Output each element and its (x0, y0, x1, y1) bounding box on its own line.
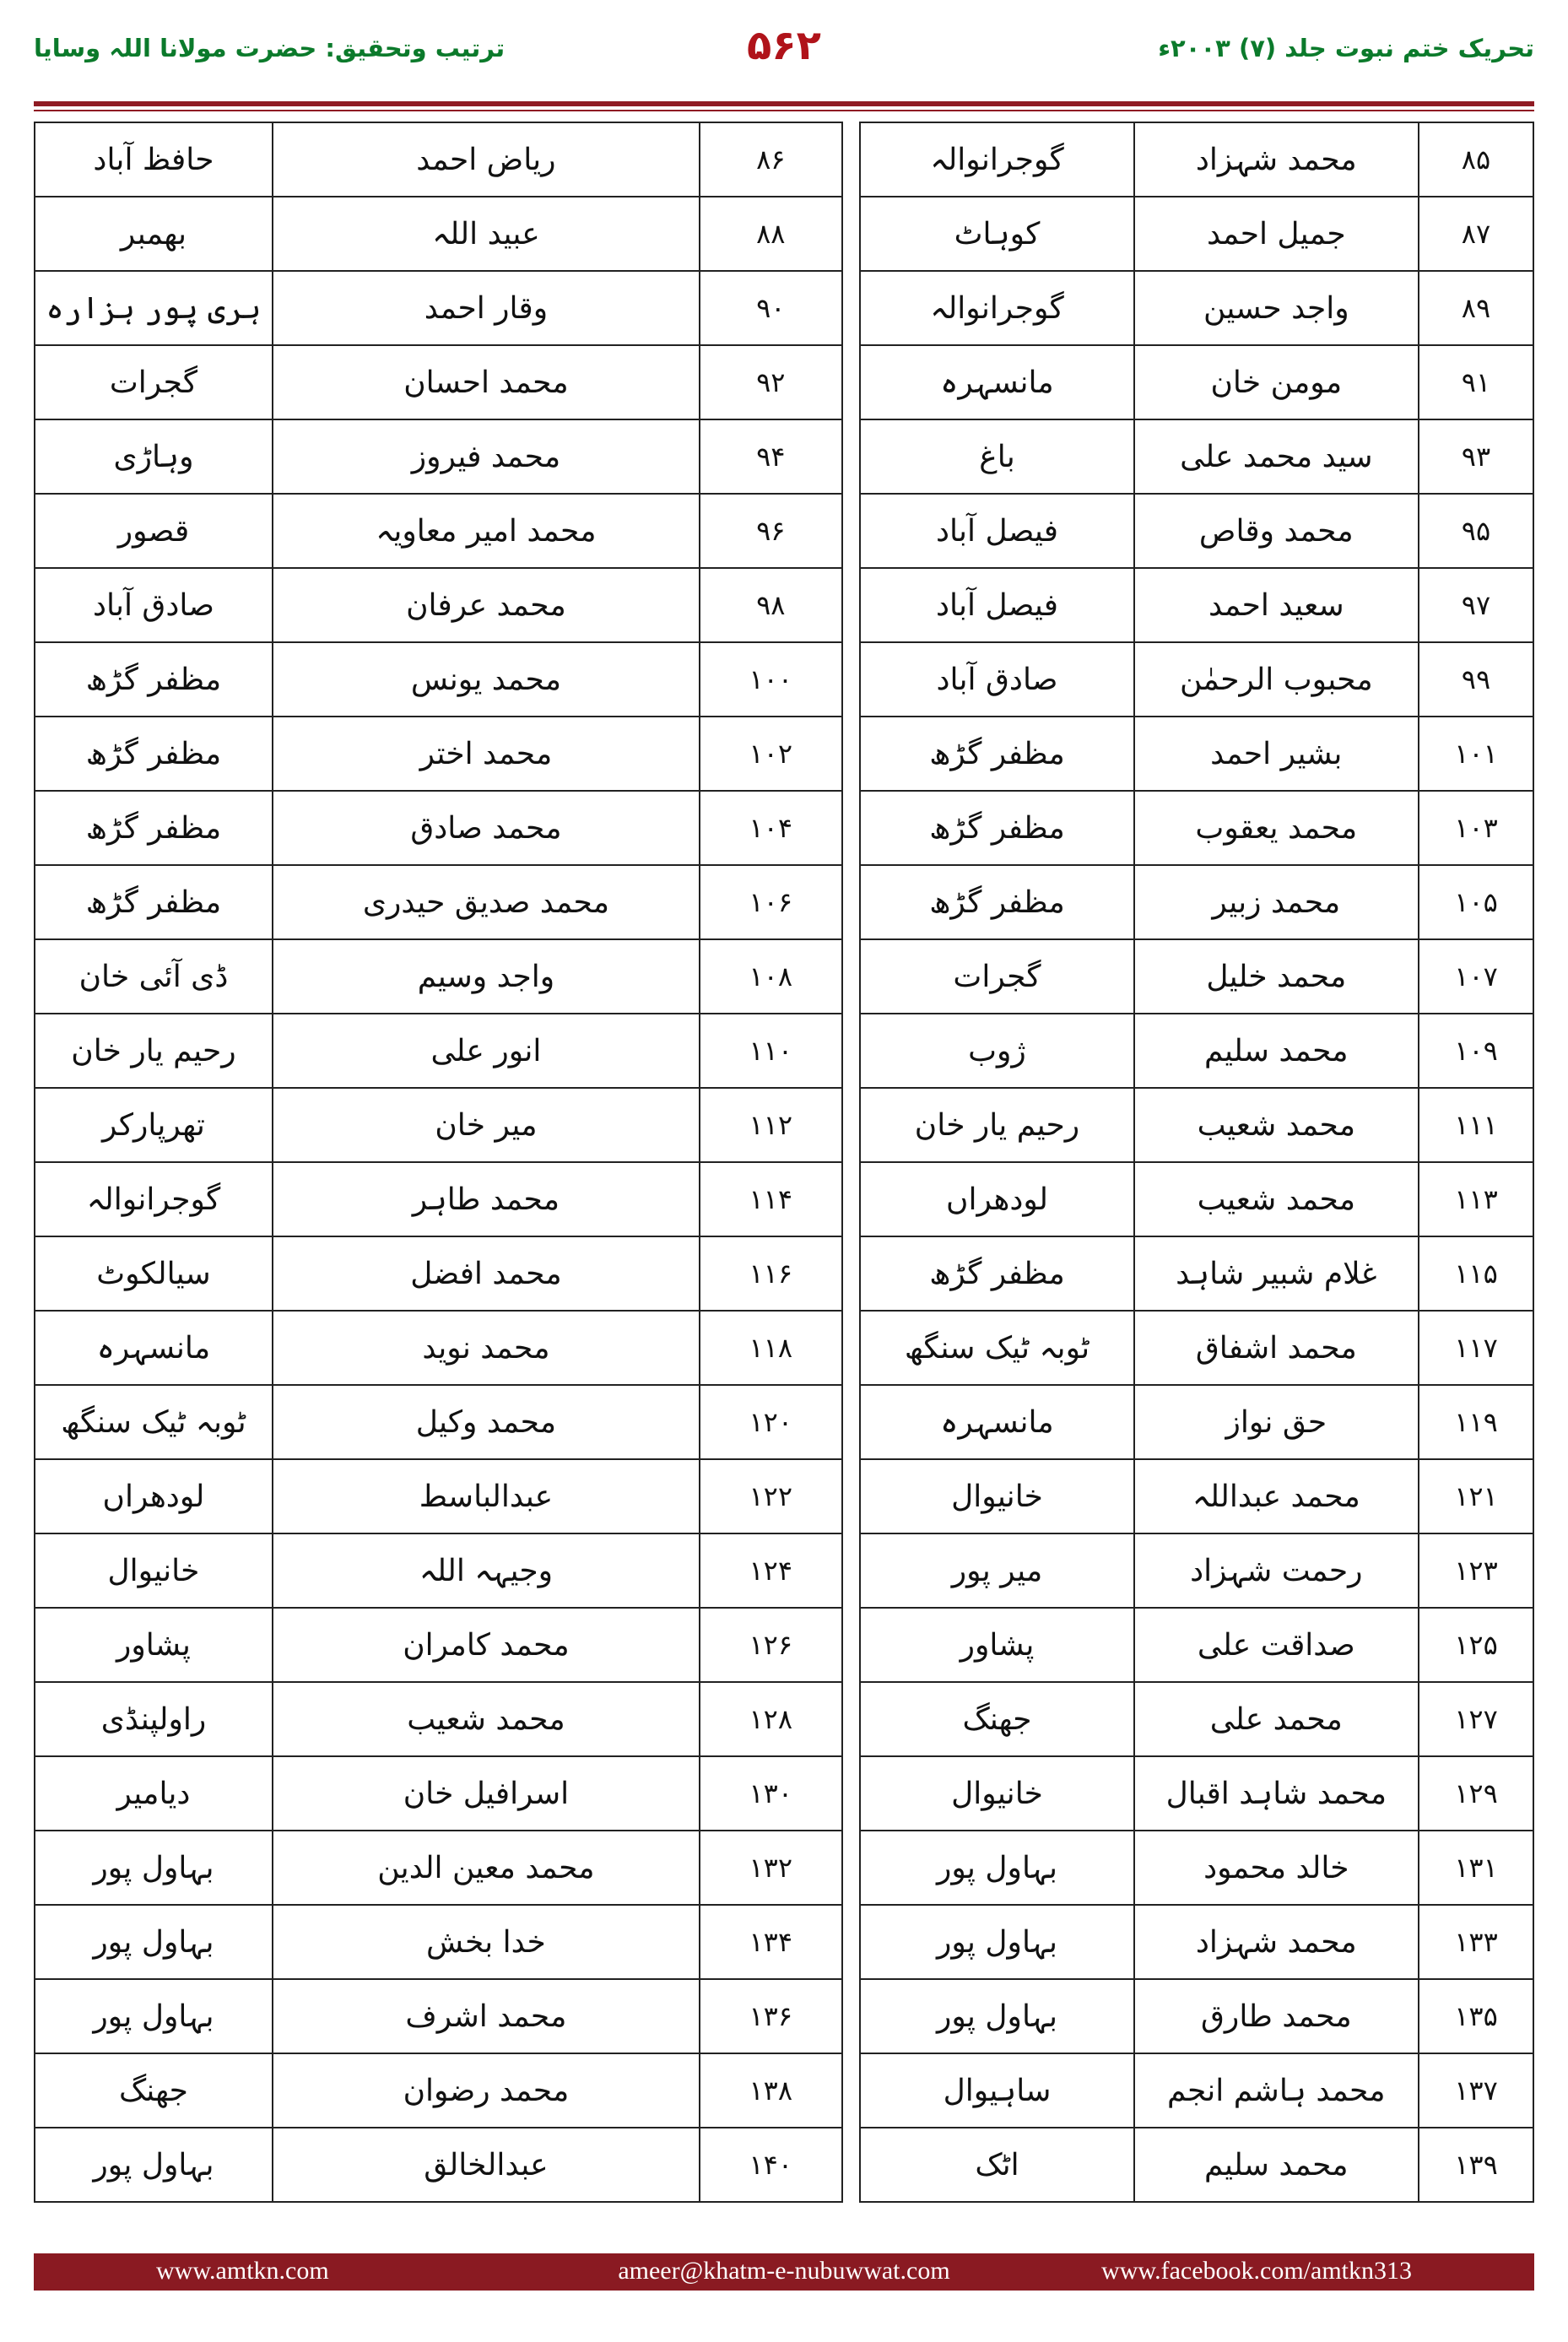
table-row (35, 1682, 1533, 1756)
person-name: محمد کامران (273, 1608, 700, 1682)
serial-number: ۱۰۰ (700, 642, 842, 717)
column-gap (842, 1979, 861, 2053)
city-name: پشاور (860, 1608, 1133, 1682)
person-name: خالد محمود (1134, 1831, 1419, 1905)
person-name: خدا بخش (273, 1905, 700, 1979)
serial-number: ۱۲۵ (1419, 1608, 1533, 1682)
city-name: بہاول پور (860, 1831, 1133, 1905)
person-name: محمد سلیم (1134, 2128, 1419, 2202)
person-name: محمد علی (1134, 1682, 1419, 1756)
serial-number: ۱۴۰ (700, 2128, 842, 2202)
column-gap (842, 345, 861, 419)
serial-number: ۱۱۹ (1419, 1385, 1533, 1459)
column-gap (842, 2053, 861, 2128)
table-row (35, 1162, 1533, 1236)
city-name: ڈی آئی خان (35, 939, 273, 1014)
serial-number: ۱۳۱ (1419, 1831, 1533, 1905)
city-name: صادق آباد (860, 642, 1133, 717)
serial-number: ۹۶ (700, 494, 842, 568)
serial-number: ۱۰۵ (1419, 865, 1533, 939)
column-gap (842, 1905, 861, 1979)
serial-number: ۱۲۶ (700, 1608, 842, 1682)
serial-number: ۱۳۳ (1419, 1905, 1533, 1979)
serial-number: ۱۰۸ (700, 939, 842, 1014)
serial-number: ۹۰ (700, 271, 842, 345)
column-gap (842, 939, 861, 1014)
city-name: باغ (860, 419, 1133, 494)
column-gap (842, 1236, 861, 1311)
column-gap (842, 717, 861, 791)
person-name: محمد شاہد اقبال (1134, 1756, 1419, 1831)
city-name: گوجرانوالہ (860, 122, 1133, 197)
person-name: محمد یعقوب (1134, 791, 1419, 865)
person-name: انور علی (273, 1014, 700, 1088)
person-name: محمد یونس (273, 642, 700, 717)
city-name: ٹوبہ ٹیک سنگھ (35, 1385, 273, 1459)
serial-number: ۱۱۰ (700, 1014, 842, 1088)
person-name: محمد اشفاق (1134, 1311, 1419, 1385)
serial-number: ۱۲۹ (1419, 1756, 1533, 1831)
city-name: فیصل آباد (860, 568, 1133, 642)
city-name: بہاول پور (860, 1905, 1133, 1979)
serial-number: ۸۸ (700, 197, 842, 271)
serial-number: ۹۷ (1419, 568, 1533, 642)
serial-number: ۱۲۳ (1419, 1533, 1533, 1608)
column-gap (842, 2128, 861, 2202)
table-row (35, 1459, 1533, 1533)
roster-table (34, 122, 1534, 2203)
column-gap (842, 1014, 861, 1088)
city-name: گوجرانوالہ (860, 271, 1133, 345)
city-name: مظفر گڑھ (35, 642, 273, 717)
person-name: عبدالباسط (273, 1459, 700, 1533)
serial-number: ۹۱ (1419, 345, 1533, 419)
city-name: رحیم یار خان (860, 1088, 1133, 1162)
table-row (35, 1088, 1533, 1162)
table-row (35, 642, 1533, 717)
column-gap (842, 865, 861, 939)
person-name: محمد رضوان (273, 2053, 700, 2128)
serial-number: ۹۵ (1419, 494, 1533, 568)
serial-number: ۸۹ (1419, 271, 1533, 345)
header-rule (34, 101, 1534, 106)
serial-number: ۱۳۰ (700, 1756, 842, 1831)
table-row (35, 1979, 1533, 2053)
serial-number: ۱۲۸ (700, 1682, 842, 1756)
person-name: محمد شہزاد (1134, 1905, 1419, 1979)
column-gap (842, 1533, 861, 1608)
table-row (35, 1533, 1533, 1608)
table-row (35, 1236, 1533, 1311)
person-name: ریاض احمد (273, 122, 700, 197)
person-name: محمد عبداللہ (1134, 1459, 1419, 1533)
person-name: غلام شبیر شاہد (1134, 1236, 1419, 1311)
person-name: محمد سلیم (1134, 1014, 1419, 1088)
serial-number: ۱۱۴ (700, 1162, 842, 1236)
person-name: محمد خلیل (1134, 939, 1419, 1014)
serial-number: ۱۱۵ (1419, 1236, 1533, 1311)
compiler-credit: ترتیب وتحقیق: حضرت مولانا اللہ وسایا (34, 34, 506, 62)
city-name: قصور (35, 494, 273, 568)
city-name: گجرات (860, 939, 1133, 1014)
person-name: صداقت علی (1134, 1608, 1419, 1682)
serial-number: ۱۳۷ (1419, 2053, 1533, 2128)
serial-number: ۱۰۳ (1419, 791, 1533, 865)
person-name: محمد شہزاد (1134, 122, 1419, 197)
table-row (35, 494, 1533, 568)
serial-number: ۹۲ (700, 345, 842, 419)
person-name: محمد شعیب (273, 1682, 700, 1756)
column-gap (842, 122, 861, 197)
person-name: محمد اشرف (273, 1979, 700, 2053)
person-name: مومن خان (1134, 345, 1419, 419)
person-name: سعید احمد (1134, 568, 1419, 642)
city-name: صادق آباد (35, 568, 273, 642)
city-name: مظفر گڑھ (860, 717, 1133, 791)
city-name: مظفر گڑھ (35, 717, 273, 791)
person-name: رحمت شہزاد (1134, 1533, 1419, 1608)
person-name: بشیر احمد (1134, 717, 1419, 791)
person-name: جمیل احمد (1134, 197, 1419, 271)
serial-number: ۱۰۶ (700, 865, 842, 939)
person-name: محمد امیر معاویہ (273, 494, 700, 568)
person-name: محمد وکیل (273, 1385, 700, 1459)
city-name: فیصل آباد (860, 494, 1133, 568)
city-name: مظفر گڑھ (860, 791, 1133, 865)
header-rule-thin (34, 110, 1534, 111)
city-name: مانسہرہ (860, 1385, 1133, 1459)
person-name: میر خان (273, 1088, 700, 1162)
page-footer (34, 2253, 1534, 2291)
person-name: وقار احمد (273, 271, 700, 345)
table-row (35, 1831, 1533, 1905)
city-name: ٹوبہ ٹیک سنگھ (860, 1311, 1133, 1385)
column-gap (842, 419, 861, 494)
person-name: محمد طارق (1134, 1979, 1419, 2053)
table-row (35, 1756, 1533, 1831)
city-name: لودھراں (35, 1459, 273, 1533)
city-name: جھنگ (35, 2053, 273, 2128)
city-name: پشاور (35, 1608, 273, 1682)
person-name: محمد معین الدین (273, 1831, 700, 1905)
serial-number: ۱۳۲ (700, 1831, 842, 1905)
city-name: مظفر گڑھ (860, 1236, 1133, 1311)
serial-number: ۱۰۲ (700, 717, 842, 791)
table-row (35, 122, 1533, 197)
column-gap (842, 568, 861, 642)
column-gap (842, 1088, 861, 1162)
city-name: بہاول پور (35, 1831, 273, 1905)
person-name: محمد افضل (273, 1236, 700, 1311)
city-name: مانسہرہ (860, 345, 1133, 419)
serial-number: ۱۳۹ (1419, 2128, 1533, 2202)
table-row (35, 2128, 1533, 2202)
city-name: جھنگ (860, 1682, 1133, 1756)
table-row (35, 1905, 1533, 1979)
city-name: گجرات (35, 345, 273, 419)
table-row (35, 791, 1533, 865)
table-row (35, 1385, 1533, 1459)
person-name: واجد حسین (1134, 271, 1419, 345)
city-name: بہاول پور (35, 2128, 273, 2202)
column-gap (842, 1311, 861, 1385)
city-name: وہاڑی (35, 419, 273, 494)
city-name: ژوب (860, 1014, 1133, 1088)
serial-number: ۹۳ (1419, 419, 1533, 494)
table-row (35, 197, 1533, 271)
table-row (35, 345, 1533, 419)
roster-body (35, 122, 1533, 2202)
city-name: راولپنڈی (35, 1682, 273, 1756)
person-name: محمد زبیر (1134, 865, 1419, 939)
person-name: محمد فیروز (273, 419, 700, 494)
city-name: اٹک (860, 2128, 1133, 2202)
serial-number: ۱۱۶ (700, 1236, 842, 1311)
person-name: محمد وقاص (1134, 494, 1419, 568)
person-name: محمد نوید (273, 1311, 700, 1385)
email-link[interactable]: ameer@khatm-e-nubuwwat.com (618, 2257, 950, 2285)
person-name: محمد عرفان (273, 568, 700, 642)
page-number: ۵۶۲ (747, 22, 821, 69)
person-name: محمد صدیق حیدری (273, 865, 700, 939)
serial-number: ۱۱۱ (1419, 1088, 1533, 1162)
city-name: خانیوال (860, 1756, 1133, 1831)
table-row (35, 939, 1533, 1014)
city-name: ہری پور ہزارہ (35, 271, 273, 345)
serial-number: ۱۰۷ (1419, 939, 1533, 1014)
city-name: کوہاٹ (860, 197, 1133, 271)
column-gap (842, 1682, 861, 1756)
city-name: بہاول پور (860, 1979, 1133, 2053)
table-row (35, 2053, 1533, 2128)
serial-number: ۹۹ (1419, 642, 1533, 717)
serial-number: ۸۷ (1419, 197, 1533, 271)
person-name: محمد طاہر (273, 1162, 700, 1236)
city-name: خانیوال (35, 1533, 273, 1608)
city-name: حافظ آباد (35, 122, 273, 197)
city-name: مانسہرہ (35, 1311, 273, 1385)
table-row (35, 717, 1533, 791)
person-name: محبوب الرحمٰن (1134, 642, 1419, 717)
person-name: محمد شعیب (1134, 1162, 1419, 1236)
serial-number: ۱۱۷ (1419, 1311, 1533, 1385)
serial-number: ۱۰۱ (1419, 717, 1533, 791)
serial-number: ۸۵ (1419, 122, 1533, 197)
column-gap (842, 197, 861, 271)
table-row (35, 865, 1533, 939)
book-title: تحریک ختم نبوت جلد (۷) ۲۰۰۳ء (1158, 34, 1534, 62)
column-gap (842, 1385, 861, 1459)
serial-number: ۱۰۴ (700, 791, 842, 865)
city-name: ساہیوال (860, 2053, 1133, 2128)
serial-number: ۱۲۰ (700, 1385, 842, 1459)
person-name: واجد وسیم (273, 939, 700, 1014)
serial-number: ۱۱۲ (700, 1088, 842, 1162)
person-name: محمد اختر (273, 717, 700, 791)
person-name: وجیہہ اللہ (273, 1533, 700, 1608)
city-name: تھرپارکر (35, 1088, 273, 1162)
city-name: مظفر گڑھ (860, 865, 1133, 939)
column-gap (842, 271, 861, 345)
column-gap (842, 1162, 861, 1236)
serial-number: ۱۲۴ (700, 1533, 842, 1608)
city-name: دیامیر (35, 1756, 273, 1831)
serial-number: ۱۳۴ (700, 1905, 842, 1979)
serial-number: ۱۲۱ (1419, 1459, 1533, 1533)
person-name: عبدالخالق (273, 2128, 700, 2202)
column-gap (842, 1459, 861, 1533)
serial-number: ۹۴ (700, 419, 842, 494)
serial-number: ۱۲۲ (700, 1459, 842, 1533)
person-name: اسرافیل خان (273, 1756, 700, 1831)
serial-number: ۸۶ (700, 122, 842, 197)
column-gap (842, 1831, 861, 1905)
city-name: رحیم یار خان (35, 1014, 273, 1088)
city-name: مظفر گڑھ (35, 791, 273, 865)
table-row (35, 1014, 1533, 1088)
column-gap (842, 642, 861, 717)
person-name: سید محمد علی (1134, 419, 1419, 494)
serial-number: ۱۱۸ (700, 1311, 842, 1385)
table-row (35, 1311, 1533, 1385)
serial-number: ۱۲۷ (1419, 1682, 1533, 1756)
page-header (34, 22, 1534, 81)
city-name: مظفر گڑھ (35, 865, 273, 939)
city-name: بھمبر (35, 197, 273, 271)
table-row (35, 271, 1533, 345)
table-row (35, 1608, 1533, 1682)
column-gap (842, 1608, 861, 1682)
serial-number: ۱۳۸ (700, 2053, 842, 2128)
person-name: محمد شعیب (1134, 1088, 1419, 1162)
table-row (35, 568, 1533, 642)
city-name: بہاول پور (35, 1979, 273, 2053)
serial-number: ۱۱۳ (1419, 1162, 1533, 1236)
facebook-link[interactable]: www.facebook.com/amtkn313 (1101, 2257, 1412, 2285)
serial-number: ۱۰۹ (1419, 1014, 1533, 1088)
city-name: سیالکوٹ (35, 1236, 273, 1311)
city-name: گوجرانوالہ (35, 1162, 273, 1236)
person-name: عبید اللہ (273, 197, 700, 271)
person-name: حق نواز (1134, 1385, 1419, 1459)
column-gap (842, 1756, 861, 1831)
table-row (35, 419, 1533, 494)
column-gap (842, 791, 861, 865)
city-name: میر پور (860, 1533, 1133, 1608)
person-name: محمد احسان (273, 345, 700, 419)
person-name: محمد ہاشم انجم (1134, 2053, 1419, 2128)
column-gap (842, 494, 861, 568)
serial-number: ۱۳۶ (700, 1979, 842, 2053)
city-name: خانیوال (860, 1459, 1133, 1533)
serial-number: ۹۸ (700, 568, 842, 642)
city-name: لودھراں (860, 1162, 1133, 1236)
website-link[interactable]: www.amtkn.com (156, 2257, 329, 2285)
serial-number: ۱۳۵ (1419, 1979, 1533, 2053)
person-name: محمد صادق (273, 791, 700, 865)
city-name: بہاول پور (35, 1905, 273, 1979)
